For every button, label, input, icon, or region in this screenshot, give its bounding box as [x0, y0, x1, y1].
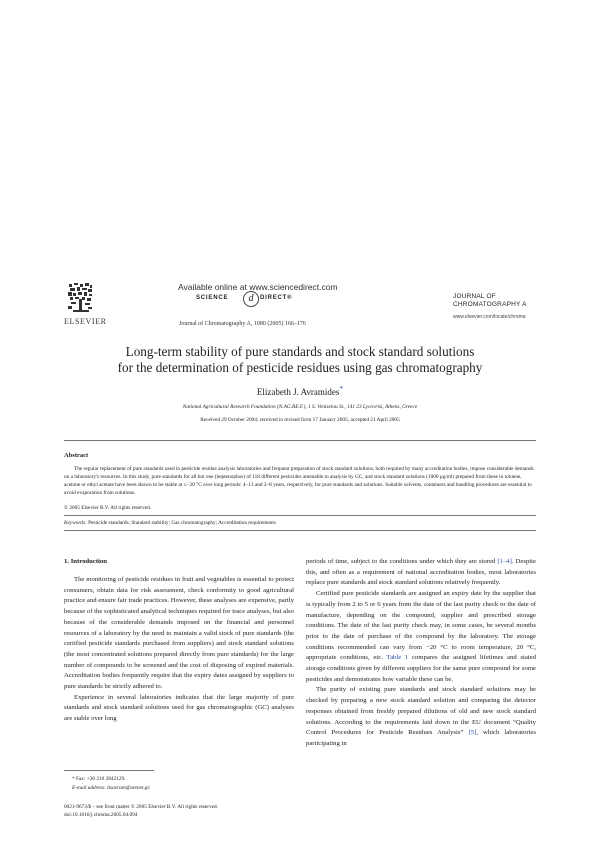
right-p2-text-a: Certified pure pesticide standards are assigned an expiry date by the supplier that is typically from 2 to 5 or 6 years from the date of the last purity check or the date of manufacture, depending on the compound, supplier and prescribed storage conditions. The date of the last purity check may, in some cases, be several months prior to the date of purchase of the compound by the laboratory. The storage conditions recommended can vary from −20 °C to room temperature, 20 °C, appropriate conditions, etc. — [306, 590, 536, 662]
right-paragraph-1 — [306, 557, 536, 589]
journal-logo-line1: JOURNAL OF — [453, 293, 496, 300]
journal-reference: Journal of Chromatography A, 1080 (2005) 166–176 — [179, 321, 306, 327]
right-column — [306, 557, 536, 750]
right-paragraph-3 — [306, 685, 536, 749]
author-line — [40, 384, 560, 397]
table-1-link[interactable]: Table 1 — [386, 654, 409, 662]
right-paragraph-2 — [306, 589, 536, 685]
footnote-rule — [64, 770, 154, 771]
keywords-list: Pesticide standards; Standard stability; Gas chromatography; Accreditation requirements — [88, 520, 276, 526]
author-footnote-mark[interactable]: * — [339, 384, 344, 393]
footnote-email[interactable]: E-mail address: lisavram@otenet.gr. — [72, 785, 151, 791]
journal-logo-line2: CHROMATOGRAPHY A — [453, 301, 527, 308]
right-p1-text-a: periods of time, subject to the conditions under which they are stored — [306, 558, 498, 565]
keywords-label: Keywords: — [64, 520, 87, 526]
left-column — [64, 575, 294, 725]
journal-logo — [453, 293, 527, 309]
abstract-copyright: © 2005 Elsevier B.V. All rights reserved. — [64, 505, 152, 511]
publisher-logo-text: ELSEVIER — [64, 317, 107, 326]
title-line-1: Long-term stability of pure standards and stock standard solutions — [125, 344, 475, 359]
journal-url[interactable]: www.elsevier.com/locate/chroma — [453, 314, 526, 320]
available-online-text: Available online at www.sciencedirect.com — [178, 282, 338, 292]
citation-5[interactable]: [5] — [468, 729, 477, 737]
sciencedirect-logo — [196, 292, 336, 306]
citation-1-4[interactable]: [1–4] — [497, 558, 512, 565]
left-paragraph-1: The monitoring of pesticide residues in fruit and vegetables is essential to protect consumers, obtain data for risk assessment, check conformity to good agricultural practice and ensure fair trade practices. However, these analyses are expensive, partly because of the sophisticated analytical techniques required for trace analyses, but also because of the considerable demands imposed on the financial and personnel resources of a laboratory by the need to maintain a valid stock of pure standards (the certified pesticide standards purchased from suppliers) and stock standard solutions (the most concentrated solutions prepared directly from pure standards) for the large number of compounds to be screened and the cost of disposing of expired materials. Accreditation bodies frequently require that the expiry dates assigned by suppliers to pure standards be strictly adhered to. — [64, 576, 294, 691]
divider-bottom — [64, 530, 536, 531]
doi-line[interactable]: doi:10.1016/j.chroma.2005.04.094 — [64, 812, 138, 818]
sd-logo-left: SCIENCE — [196, 295, 229, 301]
sd-at-icon: d — [243, 291, 259, 307]
title-line-2: for the determination of pesticide residues using gas chromatography — [117, 360, 483, 375]
abstract-body: The regular replacement of pure standards used in pesticide residue analysis laboratories and frequent preparation of stock standard solutions, both required by many accreditation bodies, impose considerable demands on a laboratory's resources. In this study, pure standards for all but one (heptenophos) of 118 different pesticides amenable to analysis by GC, and stock standard solutions (1000 μg/ml) prepared from these in toluene, acetone or ethyl acetate have been shown to be stable at ≤−20 °C over long periods: 4–13 and 2–8 years, respectively, for pure standards and solutions. Suitable solvents, containers and handling procedures are essential to avoid evaporation from solutions. — [64, 466, 534, 496]
issn-line: 0021-9673/$ – see front matter © 2005 Elsevier B.V. All rights reserved. — [64, 804, 218, 810]
footnote-fax: * Fax: +30 210 2842129. — [72, 776, 126, 782]
elsevier-tree-logo — [67, 282, 94, 314]
received-dates: Received 29 October 2004; received in revised form 17 January 2005; accepted 21 April 2005 — [200, 417, 400, 423]
divider-top — [64, 440, 536, 441]
right-p3-text-b: , which laboratories participating in — [306, 729, 536, 747]
right-p3-text-a: The purity of existing pure standards and stock standard solutions may be checked by preparing a new stock standard solution and comparing the detector responses obtained from freshly prepared dilutions of old and new stock standard solutions. According to the requirements laid down in the EU document “Quality Control Procedures for Pesticide Residues Analysis” — [306, 686, 536, 737]
right-p2-text-b: compares the assigned lifetimes and stated storage conditions given by different suppliers for the same pure compound for some pesticides and demonstrates how variable these can be. — [306, 654, 536, 683]
right-p1-text-b: . Despite this, and often as a requirement of national accreditation bodies, most laboratories replace pure standards and stock standard solutions relatively frequently. — [306, 558, 536, 587]
author-affiliation: National Agricultural Research Foundation (N.AG.RE.F.), 1 S. Venizelou St., 141 23 Lycovrisi, Athens, Greece — [182, 404, 418, 410]
left-paragraph-2: Experience in several laboratories indicates that the large majority of pure standards and stock standard solutions used for gas chromatographic (GC) analyses are stable over long — [64, 693, 294, 723]
divider-middle — [64, 515, 536, 516]
section-heading: 1. Introduction — [64, 558, 107, 565]
abstract-heading: Abstract — [64, 452, 89, 459]
author-name: Elizabeth J. Avramides — [256, 387, 340, 397]
article-title — [40, 344, 560, 376]
sd-logo-right: DIRECT® — [260, 295, 293, 301]
keywords-line — [64, 520, 276, 526]
